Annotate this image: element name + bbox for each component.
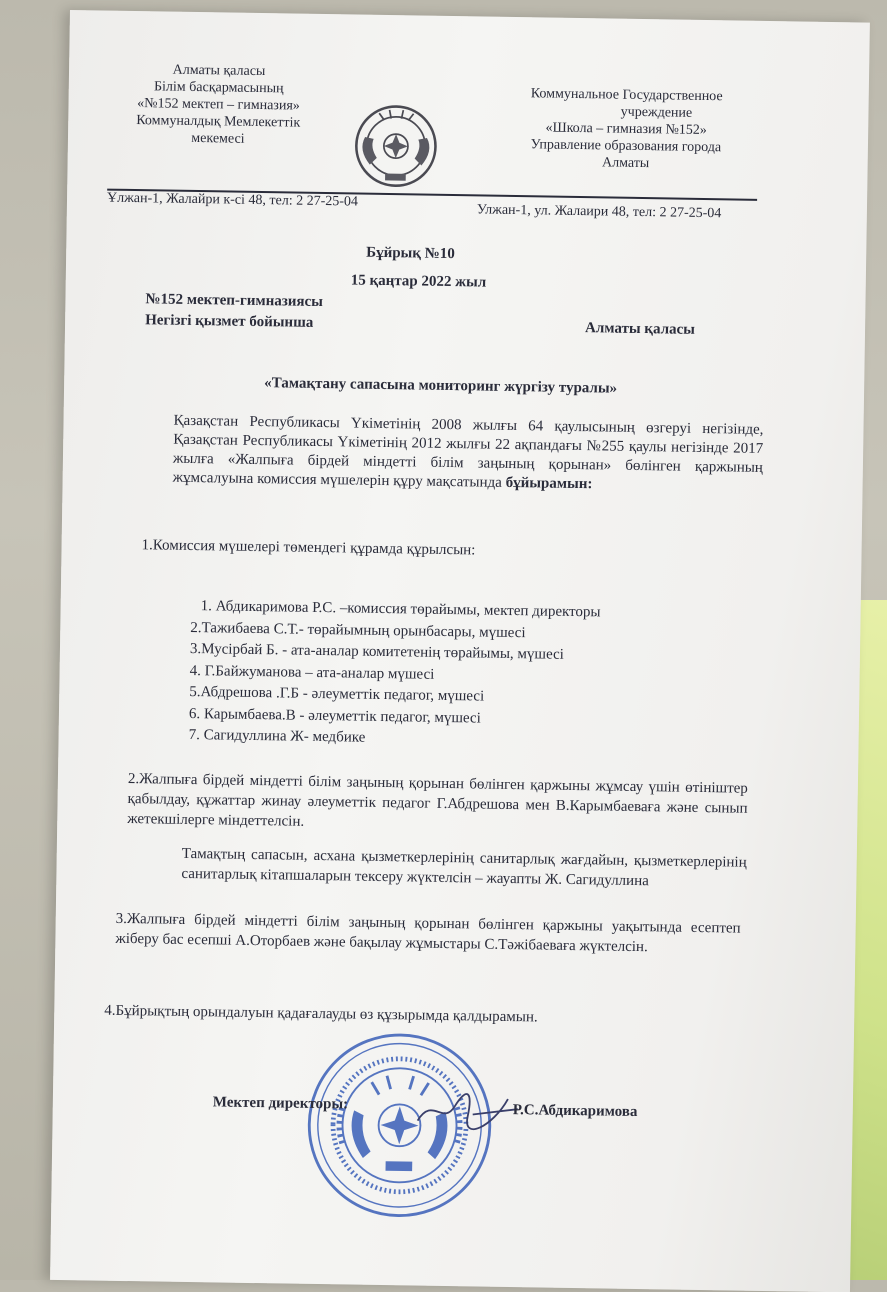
header-right-line: учреждение xyxy=(620,104,693,121)
handwritten-signature-icon xyxy=(412,1086,523,1138)
list-item: 2.Тажибаева С.Т.- төрайымның орынбасары, мүшесі xyxy=(190,619,526,641)
header-left-line: Коммуналдық Мемлекеттік xyxy=(136,113,301,131)
preamble-paragraph xyxy=(173,412,764,497)
clause-3: 3.Жалпыға бірдей міндетті білім заңының қорынан бөлінген қаржыны уақытында есептеп жіберу бас есепші А.Оторбаев және бақылау жұмыстары С.Тәжібаеваға жүктелсін. xyxy=(115,910,741,956)
document-page xyxy=(50,10,870,1292)
header-left-line: мекемесі xyxy=(191,130,245,147)
school-name: №152 мектеп-гимназиясы xyxy=(145,291,324,311)
order-date: 15 қаңтар 2022 жыл xyxy=(350,272,487,291)
header-right-line: Управление образования города xyxy=(530,137,722,156)
header-left-line: Білім басқармасының xyxy=(153,79,284,97)
director-title: Мектеп директоры: xyxy=(212,1094,349,1113)
header-left-line: «№152 мектеп – гимназия» xyxy=(137,96,300,114)
preamble-bold-tail: бұйырамын: xyxy=(505,474,593,493)
list-item: 7. Сагидуллина Ж- медбике xyxy=(188,726,366,746)
clause-4: 4.Бұйрықтың орындалуын қадағалауды өз құзырымда қалдырамын. xyxy=(104,1002,538,1026)
header-russian-block xyxy=(486,85,767,174)
order-basis: Негізгі қызмет бойынша xyxy=(145,312,314,331)
list-item: 4. Г.Байжуманова – ата-аналар мүшесі xyxy=(189,662,435,683)
clause-2: 2.Жалпыға бірдей міндетті білім заңының қорынан бөлінген қаржыны жұмсау үшін өтініштер қабылдау, құжаттар жинау әлеуметтік педагог Г.Абдрешова мен В.Карымбаеваға және сынып жетекшілерге міндеттелсін. xyxy=(127,771,748,830)
header-right-line: Алматы xyxy=(601,155,650,172)
order-subject: «Тамақтану сапасына мониторинг жүргізу туралы» xyxy=(264,375,618,397)
commission-members-list xyxy=(188,596,600,753)
preamble-text: Қазақстан Республикасы Үкіметінің 2008 жылғы 64 қаулысының өзгеруі негізінде, Қазақстан Республикасы Үкіметінің 2012 жылғы 22 ақпандағы №255 қаулы негізінде 2017 жылға «Жалпыға бірдей міндетті білім заңының қорынан» бөлінген қаржының жұмсалуына комиссия мүшелерін құру мақсатында xyxy=(172,412,764,491)
list-item: 3.Мусірбай Б. - ата-аналар комитетенің төрайымы, мүшесі xyxy=(189,640,565,663)
state-emblem-icon xyxy=(352,102,439,189)
order-number: Бұйрық №10 xyxy=(366,244,455,263)
header-kazakh-block xyxy=(108,61,329,149)
header-right-line: «Школа – гимназия №152» xyxy=(545,120,707,139)
director-name: Р.С.Абдикаримова xyxy=(512,1102,638,1121)
clause-1: 1.Комиссия мүшелері төмендегі құрамда құрылсын: xyxy=(141,537,476,559)
header-left-line: Алматы қаласы xyxy=(172,62,266,80)
address-kazakh: Ұлжан-1, Жалайри к-сі 48, тел: 2 27-25-04 xyxy=(106,190,359,210)
list-item: 6. Карымбаева.В - әлеуметтік педагог, мүшесі xyxy=(188,705,481,727)
order-city: Алматы қаласы xyxy=(584,320,696,338)
list-item: 5.Абдрешова .Г.Б - әлеуметтік педагог, мүшесі xyxy=(189,683,485,705)
clause-2-continuation: Тамақтың сапасын, асхана қызметкерлерінің санитарлық жағдайын, қызметкерлерінің санитарлық кітапшаларын тексеру жүктелсін – жауапты Ж. Сагидуллина xyxy=(181,845,747,890)
list-item: 1. Абдикаримова Р.С. –комиссия төрайымы, мектеп директоры xyxy=(200,598,601,621)
address-russian: Улжан-1, ул. Жалаири 48, тел: 2 27-25-04 xyxy=(476,202,722,222)
header-right-line: Коммунальное Государственное xyxy=(530,86,723,105)
